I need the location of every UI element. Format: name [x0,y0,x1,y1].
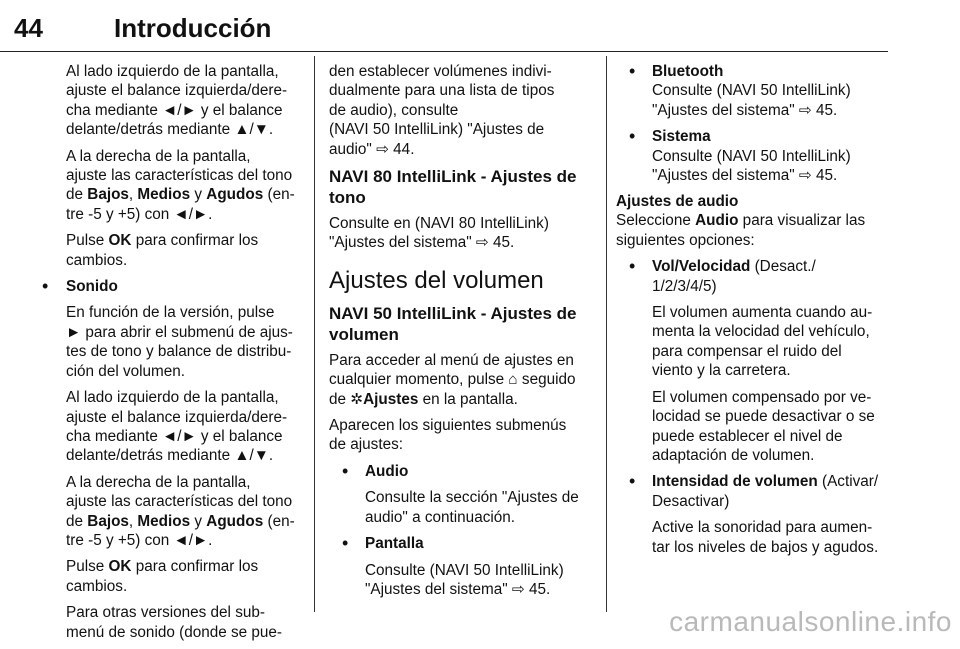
paragraph-sistema: Consulte (NAVI 50 IntelliLink) "Ajustes del sistema" ⇨ 45. [652,147,851,185]
paragraph-access-menu: Para acceder al menú de ajustes en cualquier momento, pulse ⌂ seguido de ✲Ajustes en la pantalla. [329,351,576,408]
heading-navi50-volume: NAVI 50 IntelliLink - Ajustes de volumen [329,303,577,344]
paragraph-confirm: Pulse OK para confirmar los cambios. [66,232,259,269]
paragraph-audio: Consulte la sección "Ajustes de audio" a continuación. [365,489,579,526]
paragraph-volume-compensated: El volumen compensado por ve- locidad se puede desactivar o se puede establecer el nivel de adaptación de volumen. [652,388,875,464]
list-item-sistema: • Sistema [616,127,892,146]
list-item-intensidad: • Intensidad de volumen (Activar/ Desactivar) [616,472,892,511]
header-rule [0,51,888,52]
paragraph-sonido-confirm: Pulse OK para confirmar los cambios. [66,558,259,595]
heading-navi80-tone: NAVI 80 IntelliLink - Ajustes de tono [329,167,577,208]
paragraph-sonido-balance: Al lado izquierdo de la pantalla, ajuste el balance izquierda/dere- cha mediante ◄/► y el balance delante/detrás mediante ▲/▼. [66,389,288,465]
list-item-audio: • Audio [329,462,605,481]
paragraph-tone: A la derecha de la pantalla, ajuste las características del tono de Bajos, Medios y Agudos (en- tre -5 y +5) con ◄/►. [66,147,295,223]
list-item-vol-velocidad: • Vol/Velocidad (Desact./ 1/2/3/4/5) [616,257,892,296]
paragraph-loudness: Active la sonoridad para aumen- tar los niveles de bajos y agudos. [652,519,879,556]
paragraph-balance: Al lado izquierdo de la pantalla, ajuste el balance izquierda/dere- cha mediante ◄/► y el balance delante/detrás mediante ▲/▼. [66,63,288,139]
paragraph-bluetooth: Consulte (NAVI 50 IntelliLink) "Ajustes del sistema" ⇨ 45. [652,82,851,119]
paragraph-volume-increase: El volumen aumenta cuando au- menta la velocidad del vehículo, para compensar el ruido del viento y la carretera. [652,304,873,380]
paragraph-sonido-tone: A la derecha de la pantalla, ajuste las características del tono de Bajos, Medios y Agudos (en- tre -5 y +5) con ◄/►. [66,473,295,549]
column-divider-2 [606,56,607,612]
paragraph-pantalla: Consulte (NAVI 50 IntelliLink) "Ajustes del sistema" ⇨ 45. [365,561,564,598]
heading-audio-settings: Ajustes de audio [616,193,739,211]
watermark: carmanualsonline.info [669,606,952,637]
paragraph-other-versions: Para otras versiones del sub- menú de sonido (donde se pue- [66,604,283,641]
paragraph-navi80: Consulte en (NAVI 80 IntelliLink) "Ajustes del sistema" ⇨ 45. [329,215,549,252]
list-item-pantalla: • Pantalla [329,534,605,553]
list-item-sonido: • Sonido [30,277,310,296]
paragraph-sonido-version: En función de la versión, pulse ► para abrir el submenú de ajus- tes de tono y balance de distribu- ción del volumen. [66,304,293,380]
column-1 [30,62,310,649]
home-icon: ⌂ [508,371,518,389]
paragraph-continued: den establecer volúmenes indivi- dualmente para una lista de tipos de audio), consulte (NAVI 50 IntelliLink) "Ajustes de audio" ⇨ 44. [329,63,555,158]
paragraph-submenus: Aparecen los siguientes submenús de ajustes: [329,417,567,454]
page-number: 44 [14,13,43,43]
column-divider-1 [314,56,315,612]
page-title: Introducción [114,13,272,43]
paragraph-select-audio: Seleccione Audio para visualizar las siguientes opciones: [616,212,866,249]
list-item-bluetooth: • Bluetooth [616,62,892,81]
settings-icon: ✲Ajustes [350,390,419,408]
column-3 [616,62,892,564]
column-2 [329,62,605,606]
heading-volume-settings: Ajustes del volumen [329,266,544,294]
